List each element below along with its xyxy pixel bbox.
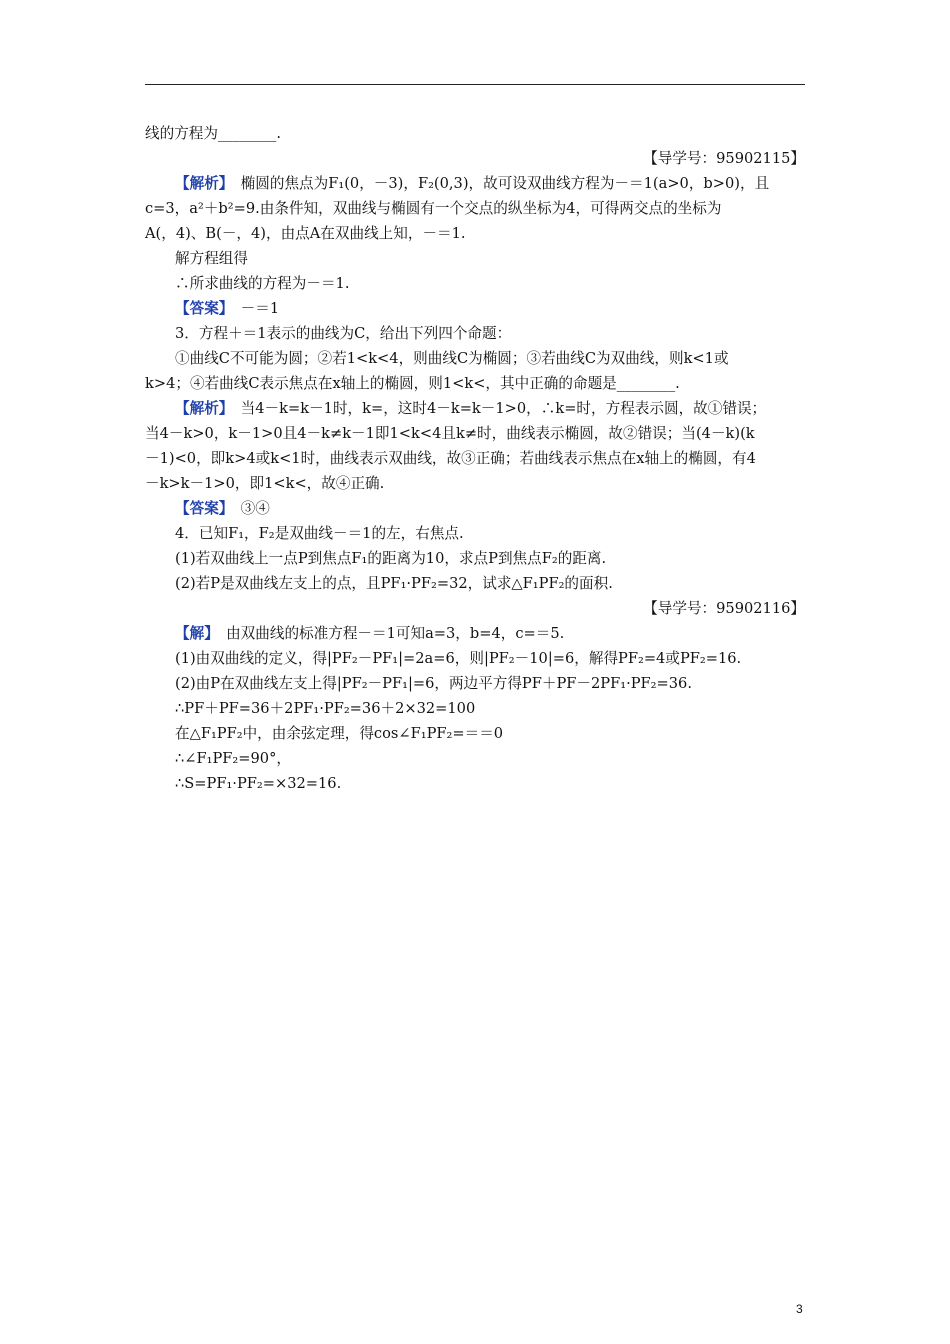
- line-10: ①曲线C不可能为圆；②若1<k<4，则曲线C为椭圆；③若曲线C为双曲线，则k<1或: [175, 350, 729, 367]
- analysis-tag: 【解析】: [175, 175, 227, 192]
- analysis-tag: 【解析】: [175, 400, 227, 417]
- guide-number-1: 【导学号：95902115】: [643, 150, 805, 167]
- line-03: 【解析】 椭圆的焦点为F₁(0，－3)，F₂(0,3)，故可设双曲线方程为－＝1(a>0，b>0)，且: [175, 175, 770, 192]
- header-rule: [145, 84, 805, 85]
- line-08: 【答案】 －＝1: [175, 300, 280, 317]
- solution-tag: 【解】: [175, 625, 212, 642]
- line-13: 当4－k>0，k－1>0且4－k≠k－1即1<k<4且k≠时，曲线表示椭圆，故②错误；当(4－k)(k: [145, 425, 755, 442]
- line-06: 解方程组得: [175, 250, 248, 267]
- line-19: (2)若P是双曲线左支上的点，且PF₁·PF₂=32，试求△F₁PF₂的面积.: [175, 575, 613, 592]
- line-12: 【解析】 当4－k=k－1时，k=，这时4－k=k－1>0，∴k=时，方程表示圆，故①错误；: [175, 400, 767, 417]
- line-23: (2)由P在双曲线左支上得|PF₂－PF₁|=6，两边平方得PF＋PF－2PF₁·PF₂=36.: [175, 675, 692, 692]
- answer-tag: 【答案】: [175, 500, 227, 517]
- line-14: －1)<0，即k>4或k<1时，曲线表示双曲线，故③正确；若曲线表示焦点在x轴上的椭圆，有4: [145, 450, 756, 467]
- line-01: 线的方程为________.: [145, 125, 281, 142]
- line-16: 【答案】 ③④: [175, 500, 270, 517]
- guide-number-2: 【导学号：95902116】: [643, 600, 805, 617]
- answer-tag: 【答案】: [175, 300, 227, 317]
- line-15: －k>k－1>0，即1<k<，故④正确.: [145, 475, 385, 492]
- line-07: ∴所求曲线的方程为－＝1.: [175, 275, 350, 292]
- line-27: ∴S=PF₁·PF₂=×32=16.: [175, 775, 342, 792]
- line-11: k>4；④若曲线C表示焦点在x轴上的椭圆，则1<k<，其中正确的命题是________.: [145, 375, 680, 392]
- line-18: (1)若双曲线上一点P到焦点F₁的距离为10，求点P到焦点F₂的距离.: [175, 550, 607, 567]
- line-21: 【解】 由双曲线的标准方程－＝1可知a=3，b=4，c=＝5.: [175, 625, 565, 642]
- page-number: 3: [796, 1302, 803, 1316]
- line-17: 4．已知F₁，F₂是双曲线－＝1的左，右焦点.: [175, 525, 464, 542]
- line-25: 在△F₁PF₂中，由余弦定理，得cos∠F₁PF₂=＝＝0: [175, 725, 504, 742]
- line-26: ∴∠F₁PF₂=90°，: [175, 750, 291, 767]
- line-24: ∴PF＋PF=36＋2PF₁·PF₂=36＋2×32=100: [175, 700, 476, 717]
- line-22: (1)由双曲线的定义，得|PF₂－PF₁|=2a=6，则|PF₂－10|=6，解得PF₂=4或PF₂=16.: [175, 650, 742, 667]
- line-05: A(，4)、B(－，4)，由点A在双曲线上知，－＝1.: [145, 225, 466, 242]
- line-09: 3．方程＋＝1表示的曲线为C，给出下列四个命题：: [175, 325, 512, 342]
- line-04: c=3，a²＋b²=9.由条件知，双曲线与椭圆有一个交点的纵坐标为4，可得两交点的坐标为: [145, 200, 722, 217]
